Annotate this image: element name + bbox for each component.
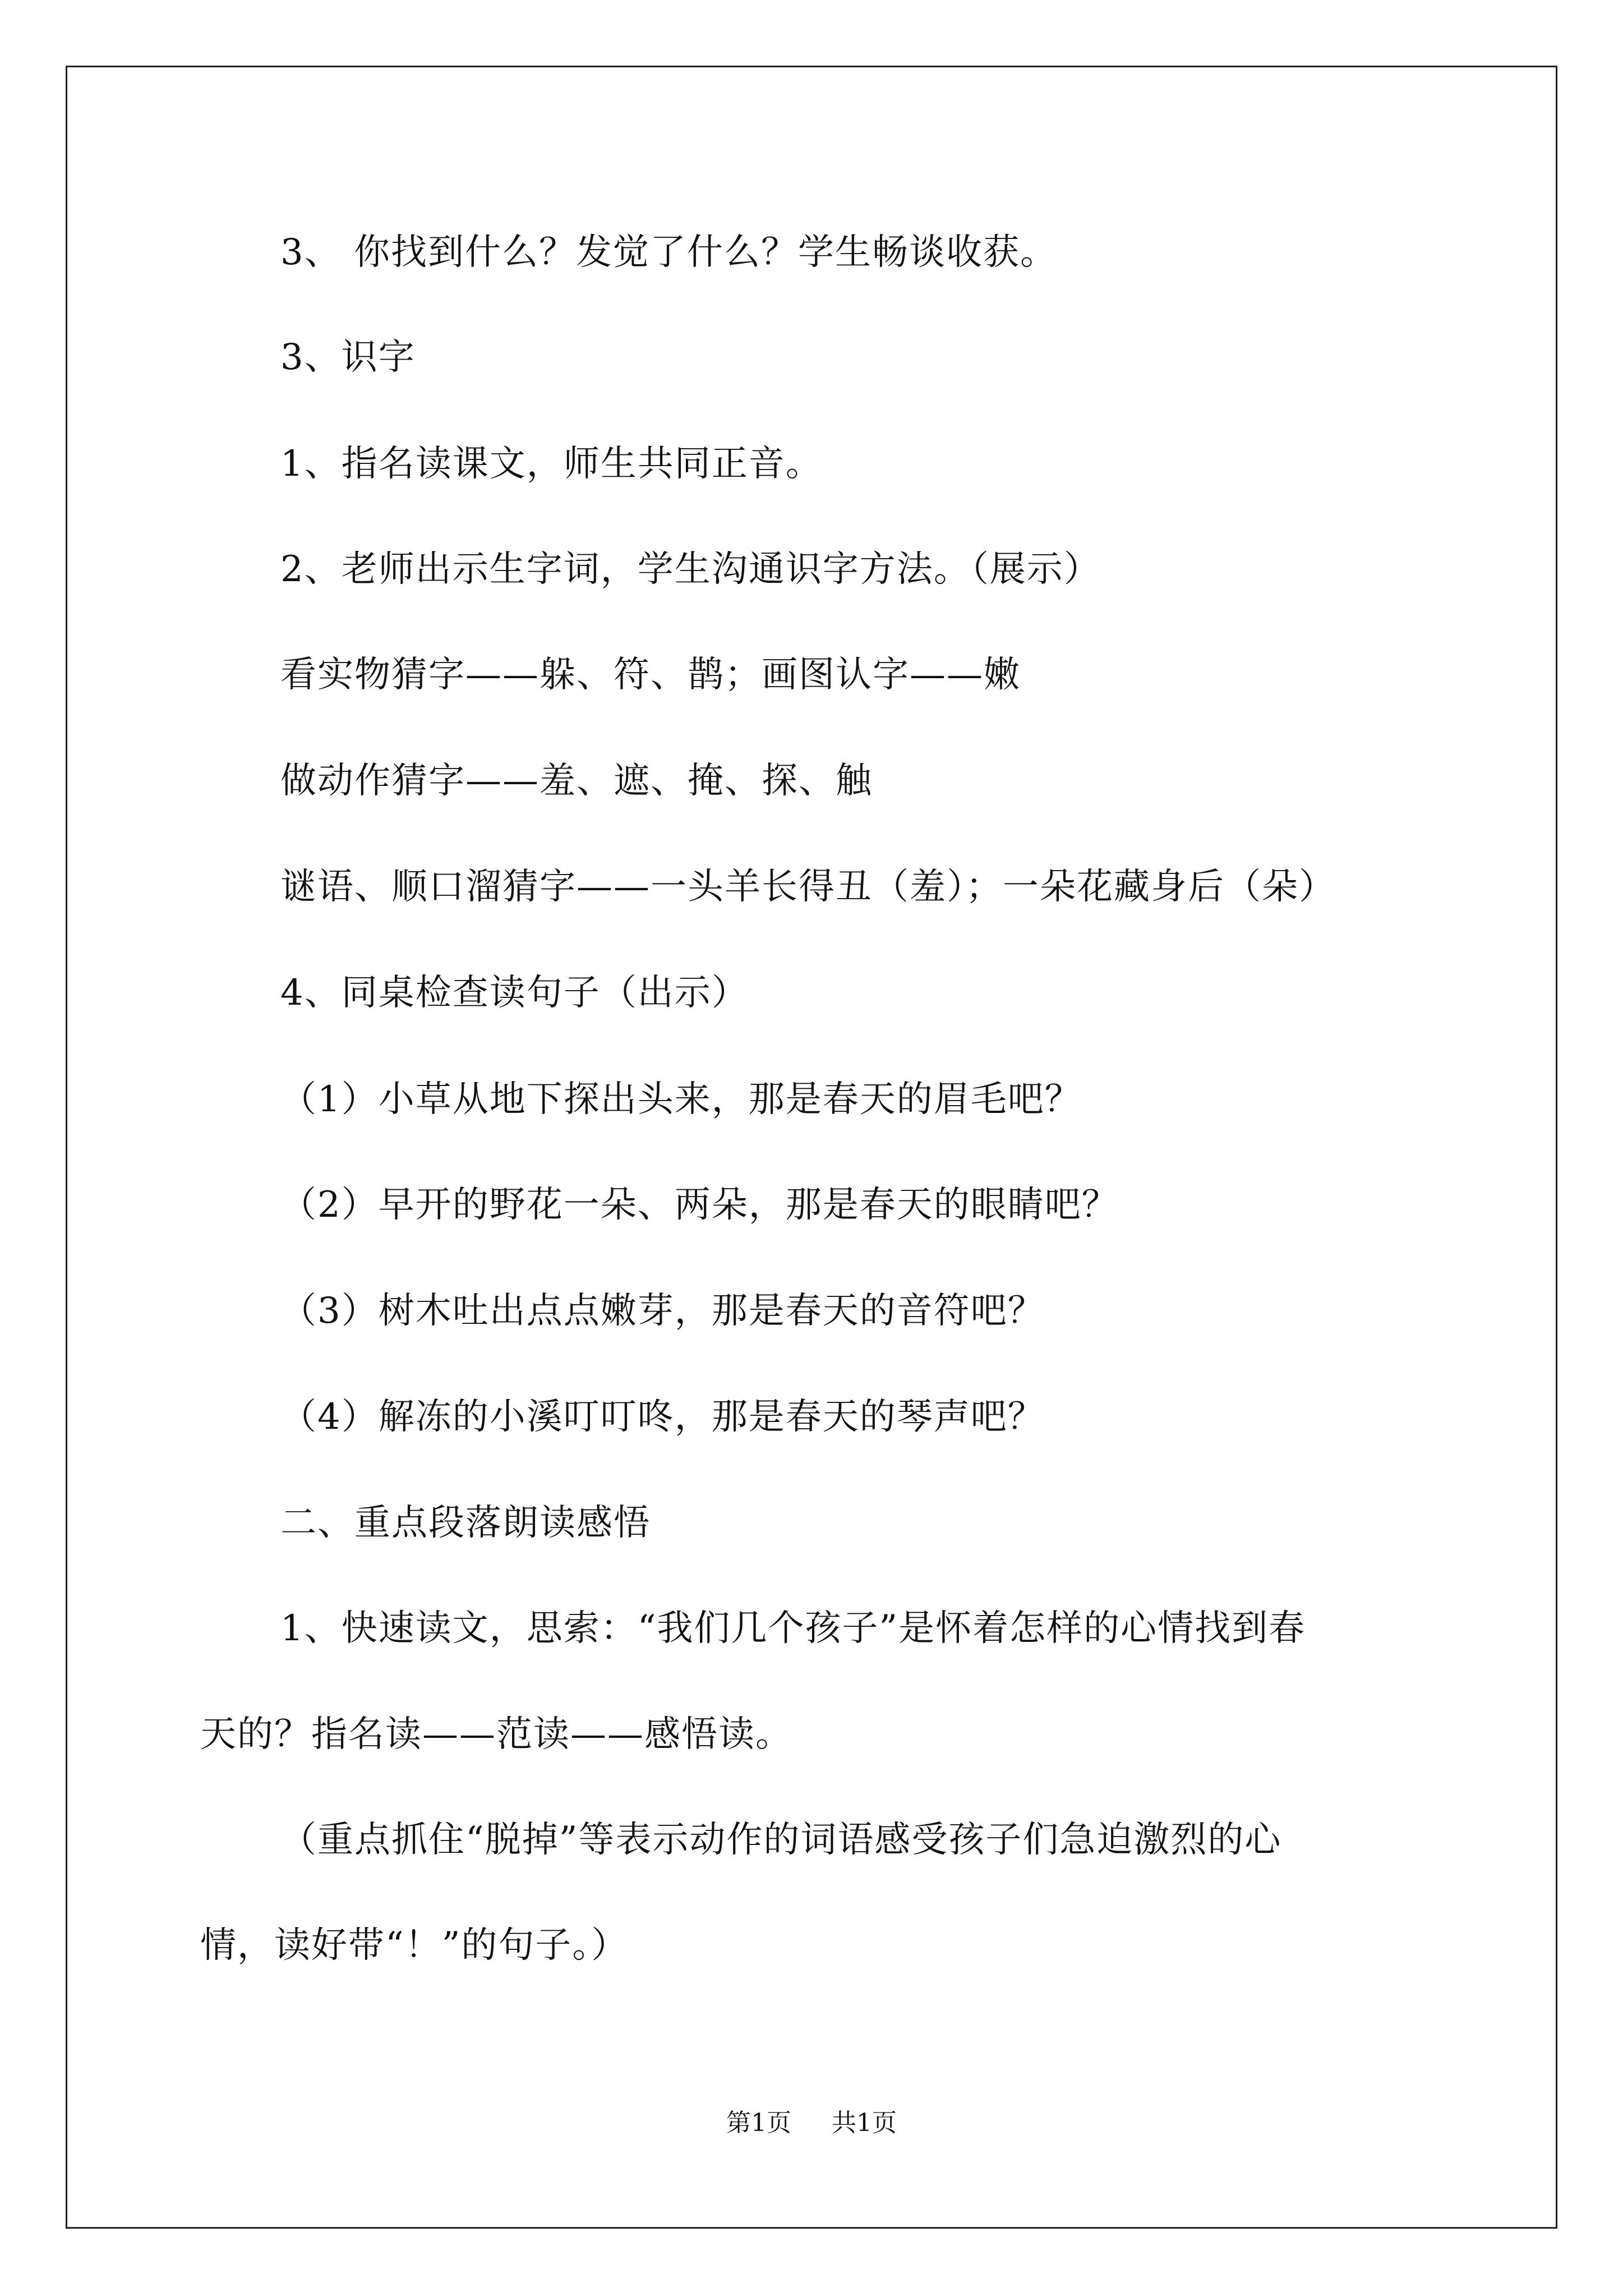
text-line-15: 天的？指名读——范读——感悟读。: [200, 1714, 792, 1755]
text-line-4: 2、老师出示生字词，学生沟通识字方法。（展示）: [280, 549, 1101, 590]
text-line-7: 谜语、顺口溜猜字——一头羊长得丑（羞）；一朵花藏身后（朵）: [280, 866, 1336, 908]
text-line-17: 情，读好带“！”的句子。）: [200, 1925, 629, 1966]
text-line-6: 做动作猜字——羞、遮、掩、探、触: [280, 760, 873, 802]
text-line-2: 3、识字: [280, 337, 416, 378]
text-line-10: （2）早开的野花一朵、两朵，那是春天的眼睛吧？: [280, 1184, 1119, 1226]
footer-current-page: 第1页: [726, 2109, 791, 2137]
text-line-14: 1、快速读文，思索：“我们几个孩子”是怀着怎样的心情找到春: [280, 1608, 1306, 1649]
text-line-3: 1、指名读课文，师生共同正音。: [280, 443, 823, 485]
footer-total-pages: 共1页: [832, 2109, 897, 2137]
page-footer: [0, 2106, 1623, 2140]
text-line-12: （4）解冻的小溪叮叮咚，那是春天的琴声吧？: [280, 1396, 1045, 1438]
text-line-5: 看实物猜字——躲、符、鹊；画图认字——嫩: [280, 654, 1021, 696]
text-line-13: 二、重点段落朗读感悟: [280, 1502, 651, 1544]
text-line-16: （重点抓住“脱掉”等表示动作的词语感受孩子们急迫激烈的心: [280, 1819, 1282, 1861]
text-line-9: （1）小草从地下探出头来，那是春天的眉毛吧？: [280, 1079, 1082, 1120]
text-line-11: （3）树木吐出点点嫩芽，那是春天的音符吧？: [280, 1290, 1045, 1332]
page-border: [66, 66, 1557, 2229]
text-line-8: 4、同桌检查读句子（出示）: [280, 972, 749, 1014]
text-line-1: 3、 你找到什么？发觉了什么？学生畅谈收获。: [280, 232, 1058, 273]
